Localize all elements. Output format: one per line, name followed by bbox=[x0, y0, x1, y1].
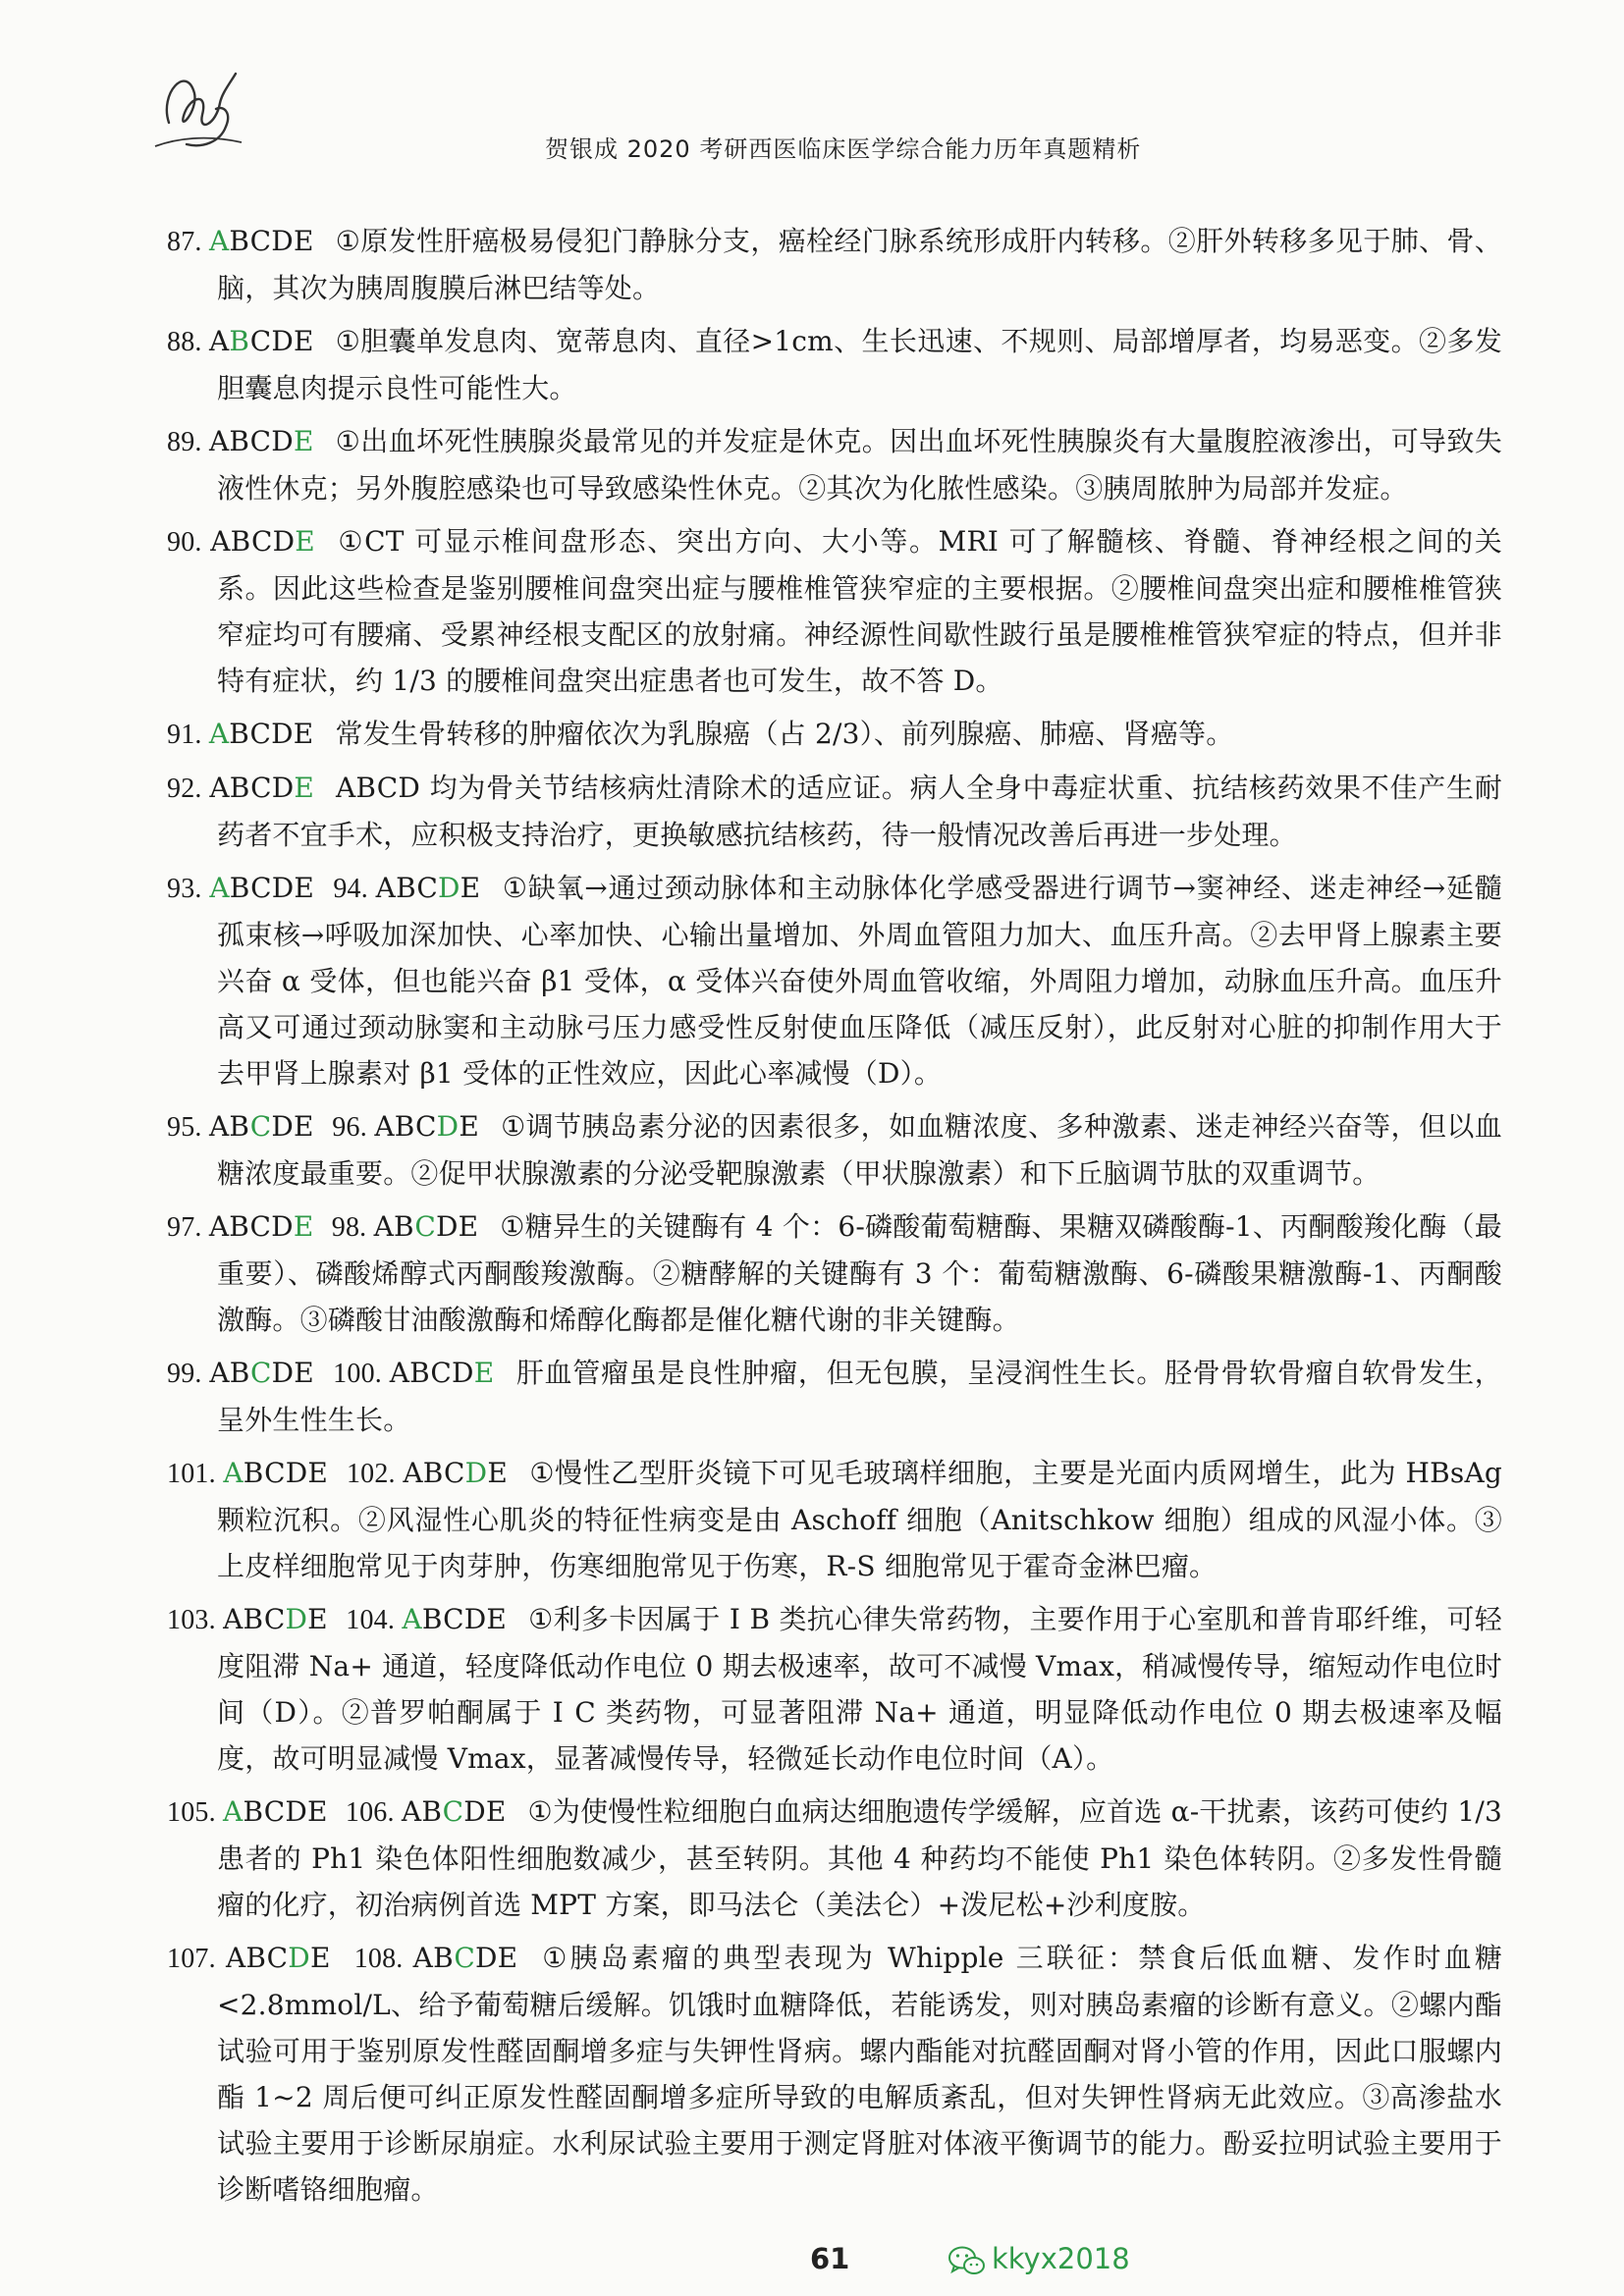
answer-entry-92: 92. ABCDE ABCD 均为骨关节结核病灶清除术的适应证。病人全身中毒症状重、抗结核药效果不佳产生耐药者不宜手术，应积极支持治疗，更换敏感抗结核药，待一般情况改善后再进一步处理。 bbox=[167, 772, 1502, 851]
answer-entry-99-100: 99. ABCDE 100. ABCDE 肝血管瘤虽是良性肿瘤，但无包膜，呈浸润性生长。胫骨骨软骨瘤自软骨发生，呈外生性生长。 bbox=[167, 1357, 1503, 1436]
answer-entry-103-104: 103. ABCDE 104. ABCDE ①利多卡因属于 Ⅰ B 类抗心律失常药物，主要作用于心室肌和普肯耶纤维，可轻度阻滞 Na+ 通道，轻度降低动作电位 0 期去极速率，故可不减慢 Vmax，稍减慢传导，缩短动作电位时间（D）。②普罗帕酮属于 Ⅰ C 类药物，可显著阻滞 Na+ 通道，明显降低动作电位 0 期去极速率及幅度，故可明显减慢 Vmax，显著减慢传导，轻微延长动作电位时间（A）。 bbox=[167, 1603, 1503, 1775]
answer-entry-101-102: 101. ABCDE 102. ABCDE ①慢性乙型肝炎镜下可见毛玻璃样细胞，主要是光面内质网增生，此为 HBsAg 颗粒沉积。②风湿性心肌炎的特征性病变是由 Aschoff 细胞（Anitschkow 细胞）组成的风湿小体。③上皮样细胞常见于肉芽肿，伤寒细胞常见于伤寒，R-S 细胞常见于霍奇金淋巴瘤。 bbox=[167, 1457, 1503, 1582]
answer-list bbox=[167, 218, 1502, 2213]
watermark-text: kkyx2018 bbox=[992, 2242, 1130, 2275]
answer-entry-107-108: 107. ABCDE 108. ABCDE ①胰岛素瘤的典型表现为 Whipple 三联征：禁食后低血糖、发作时血糖<2.8mmol/L、给予葡萄糖后缓解。饥饿时血糖降低，若能诱发，则对胰岛素瘤的诊断有意义。②螺内酯试验可用于鉴别原发性醛固酮增多症与失钾性肾病。螺内酯能对抗醛固酮对肾小管的作用，因此口服螺内酯 1~2 周后便可纠正原发性醛固酮增多症所导致的电解质紊乱，但对失钾性肾病无此效应。③高渗盐水试验主要用于诊断尿崩症。水利尿试验主要用于测定肾脏对体液平衡调节的能力。酚妥拉明试验主要用于诊断嗜铬细胞瘤。 bbox=[167, 1942, 1503, 2206]
answer-entry-97-98: 97. ABCDE 98. ABCDE ①糖异生的关键酶有 4 个：6-磷酸葡萄糖酶、果糖双磷酸酶-1、丙酮酸羧化酶（最重要）、磷酸烯醇式丙酮酸羧激酶。②糖酵解的关键酶有 3 个：葡萄糖激酶、6-磷酸果糖激酶-1、丙酮酸激酶。③磷酸甘油酸激酶和烯醇化酶都是催化糖代谢的非关键酶。 bbox=[167, 1210, 1502, 1336]
answer-entry-89: 89. ABCDE ①出血坏死性胰腺炎最常见的并发症是休克。因出血坏死性胰腺炎有大量腹腔液渗出，可导致失液性休克；另外腹腔感染也可导致感染性休克。②其次为化脓性感染。③胰周脓肿为局部并发症。 bbox=[167, 425, 1502, 505]
answer-entry-90: 90. ABCDE ①CT 可显示椎间盘形态、突出方向、大小等。MRI 可了解髓核、脊髓、脊神经根之间的关系。因此这些检查是鉴别腰椎间盘突出症与腰椎椎管狭窄症的主要根据。②腰椎间盘突出症和腰椎椎管狭窄症均可有腰痛、受累神经根支配区的放射痛。神经源性间歇性跛行虽是腰椎椎管狭窄症的特点，但并非特有症状，约 1/3 的腰椎间盘突出症患者也可发生，故不答 D。 bbox=[167, 525, 1502, 697]
answer-entry-93-94: 93. ABCDE 94. ABCDE ①缺氧→通过颈动脉体和主动脉体化学感受器进行调节→窦神经、迷走神经→延髓孤束核→呼吸加深加快、心率加快、心输出量增加、外周血管阻力加大、血压升高。②去甲肾上腺素主要兴奋 α 受体，但也能兴奋 β1 受体，α 受体兴奋使外周血管收缩，外周阻力增加，动脉血压升高。血压升高又可通过颈动脉窦和主动脉弓压力感受性反射使血压降低（减压反射），此反射对心脏的抑制作用大于去甲肾上腺素对 β1 受体的正性效应，因此心率减慢（D）。 bbox=[167, 872, 1502, 1090]
page-header: 贺银成 2020 考研西医临床医学综合能力历年真题精析 bbox=[545, 135, 1142, 163]
answer-entry-87: 87. ABCDE ①原发性肝癌极易侵犯门静脉分支，癌栓经门脉系统形成肝内转移。②肝外转移多见于肺、骨、脑，其次为胰周腹膜后淋巴结等处。 bbox=[167, 225, 1502, 304]
signature-mark bbox=[147, 54, 255, 162]
wechat-icon bbox=[947, 2244, 987, 2277]
page-footer bbox=[810, 2238, 1222, 2287]
answer-entry-105-106: 105. ABCDE 106. ABCDE ①为使慢性粒细胞白血病达细胞遗传学缓解，应首选 α-干扰素，该药可使约 1/3 患者的 Ph1 染色体阳性细胞数减少，甚至转阴。其他 4 种药均不能使 Ph1 染色体转阴。②多发性骨髓瘤的化疗，初治病例首选 MPT 方案，即马法仑（美法仑）+泼尼松+沙利度胺。 bbox=[167, 1795, 1503, 1921]
answer-entry-88: 88. ABCDE ①胆囊单发息肉、宽蒂息肉、直径>1cm、生长迅速、不规则、局部增厚者，均易恶变。②多发胆囊息肉提示良性可能性大。 bbox=[167, 325, 1502, 404]
page-number: 61 bbox=[810, 2242, 850, 2275]
answer-entry-95-96: 95. ABCDE 96. ABCDE ①调节胰岛素分泌的因素很多，如血糖浓度、多种激素、迷走神经兴奋等，但以血糖浓度最重要。②促甲状腺激素的分泌受靶腺激素（甲状腺激素）和下丘脑调节肽的双重调节。 bbox=[167, 1110, 1502, 1190]
answer-entry-91: 91. ABCDE 常发生骨转移的肿瘤依次为乳腺癌（占 2/3）、前列腺癌、肺癌、肾癌等。 bbox=[167, 718, 1234, 750]
